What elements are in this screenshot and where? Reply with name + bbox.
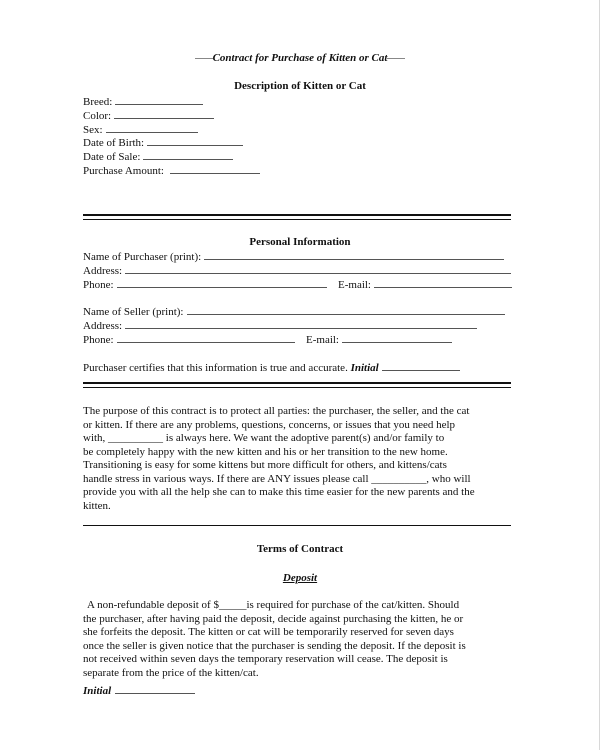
purchaser-address-blank[interactable] (125, 264, 511, 274)
purpose-line: handle stress in various ways. If there are ANY issues please call __________, who will (83, 472, 471, 485)
terms-heading: Terms of Contract (256, 543, 344, 555)
dob-blank[interactable] (147, 136, 243, 146)
section-divider (83, 387, 511, 388)
purpose-line: The purpose of this contract is to protect all parties: the purchaser, the seller, and the cat (83, 405, 470, 417)
seller-address-field[interactable] (83, 319, 477, 333)
purchaser-name-field[interactable] (83, 250, 504, 264)
purchaser-phone-label: Phone: (83, 279, 114, 291)
color-label: Color: (83, 110, 112, 122)
section-divider (83, 525, 511, 526)
purpose-line: be completely happy with the new kitten and his or her transition to the new home. (83, 445, 448, 458)
seller-name-field[interactable] (83, 305, 505, 319)
purchaser-address-label: Address: (83, 265, 123, 277)
purchaser-name-label: Name of Purchaser (print): (83, 251, 202, 263)
deposit-line: A non-refundable deposit of $_____is required for purchase of the cat/kitten. Should (87, 599, 460, 611)
purchaser-address-field[interactable] (83, 264, 511, 278)
purchaser-name-blank[interactable] (204, 250, 504, 260)
seller-name-label: Name of Seller (print): (83, 306, 184, 318)
purpose-line: Transitioning is easy for some kittens but more difficult for others, and kittens/cats (83, 459, 447, 471)
certify-initial-blank[interactable] (382, 361, 460, 371)
seller-email-field[interactable] (306, 333, 452, 347)
title-text: Contract for Purchase of Kitten or Cat (212, 52, 388, 64)
purchaser-email-label: E-mail: (338, 279, 371, 291)
purpose-line: kitten. (83, 499, 111, 512)
deposit-line: she forfeits the deposit. The kitten or cat will be temporarily reserved for seven days (83, 626, 454, 638)
seller-phone-label: Phone: (83, 334, 114, 346)
description-heading: Description of Kitten or Cat (234, 80, 366, 92)
seller-phone-field[interactable] (83, 333, 295, 347)
deposit-paragraph (87, 599, 459, 613)
purchase-amount-field[interactable] (83, 164, 260, 178)
date-of-sale-field[interactable] (83, 150, 233, 164)
seller-email-label: E-mail: (306, 334, 339, 346)
deposit-line: the purchaser, after having paid the deposit, decide against purchasing the kitten, he or (83, 612, 464, 625)
certify-initial-label: Initial (350, 362, 379, 374)
breed-field[interactable] (83, 95, 203, 109)
purchaser-email-blank[interactable] (374, 278, 512, 288)
document-title (0, 52, 600, 64)
deposit-line: not received within seven days the temporary reservation will cease. The deposit is (83, 653, 448, 665)
purchase-amount-label: Purchase Amount: (83, 165, 164, 177)
dob-label: Date of Birth: (83, 137, 145, 149)
section-divider (83, 214, 511, 216)
certify-text: Purchaser certifies that this information is true and accurate. (83, 362, 348, 374)
certify-line (83, 361, 460, 375)
section-divider (83, 382, 511, 384)
deposit-paragraph-body (83, 613, 466, 681)
sex-label: Sex: (83, 124, 103, 136)
date-of-sale-blank[interactable] (143, 150, 233, 160)
seller-phone-blank[interactable] (117, 333, 295, 343)
breed-label: Breed: (83, 96, 113, 108)
seller-address-blank[interactable] (125, 319, 477, 329)
sex-field[interactable] (83, 123, 198, 137)
purpose-line: or kitten. If there are any problems, questions, concerns, or issues that you need help (83, 418, 456, 431)
personal-info-heading: Personal Information (249, 236, 351, 248)
purpose-line: provide you with all the help she can to make this time easier for the new parents and the (83, 486, 475, 498)
deposit-initial-label: Initial (83, 685, 112, 697)
purchase-amount-blank[interactable] (170, 164, 260, 174)
dob-field[interactable] (83, 136, 243, 150)
deposit-line: once the seller is given notice that the purchaser is sending the deposit. If the deposit is (83, 639, 466, 652)
color-blank[interactable] (114, 109, 214, 119)
date-of-sale-label: Date of Sale: (83, 151, 141, 163)
deposit-heading: Deposit (282, 572, 318, 584)
purpose-line: with, __________ is always here. We want the adoptive parent(s) and/or family to (83, 432, 445, 444)
section-divider (83, 219, 511, 220)
deposit-initial-field[interactable] (83, 684, 195, 698)
sex-blank[interactable] (106, 123, 198, 133)
purchaser-phone-field[interactable] (83, 278, 327, 292)
color-field[interactable] (83, 109, 214, 123)
seller-address-label: Address: (83, 320, 123, 332)
purpose-paragraph (83, 405, 475, 513)
purchaser-phone-blank[interactable] (117, 278, 327, 288)
deposit-initial-blank[interactable] (115, 684, 195, 694)
seller-email-blank[interactable] (342, 333, 452, 343)
seller-name-blank[interactable] (187, 305, 505, 315)
breed-blank[interactable] (115, 95, 203, 105)
purchaser-email-field[interactable] (338, 278, 512, 292)
deposit-line: separate from the price of the kitten/cat. (83, 666, 259, 679)
